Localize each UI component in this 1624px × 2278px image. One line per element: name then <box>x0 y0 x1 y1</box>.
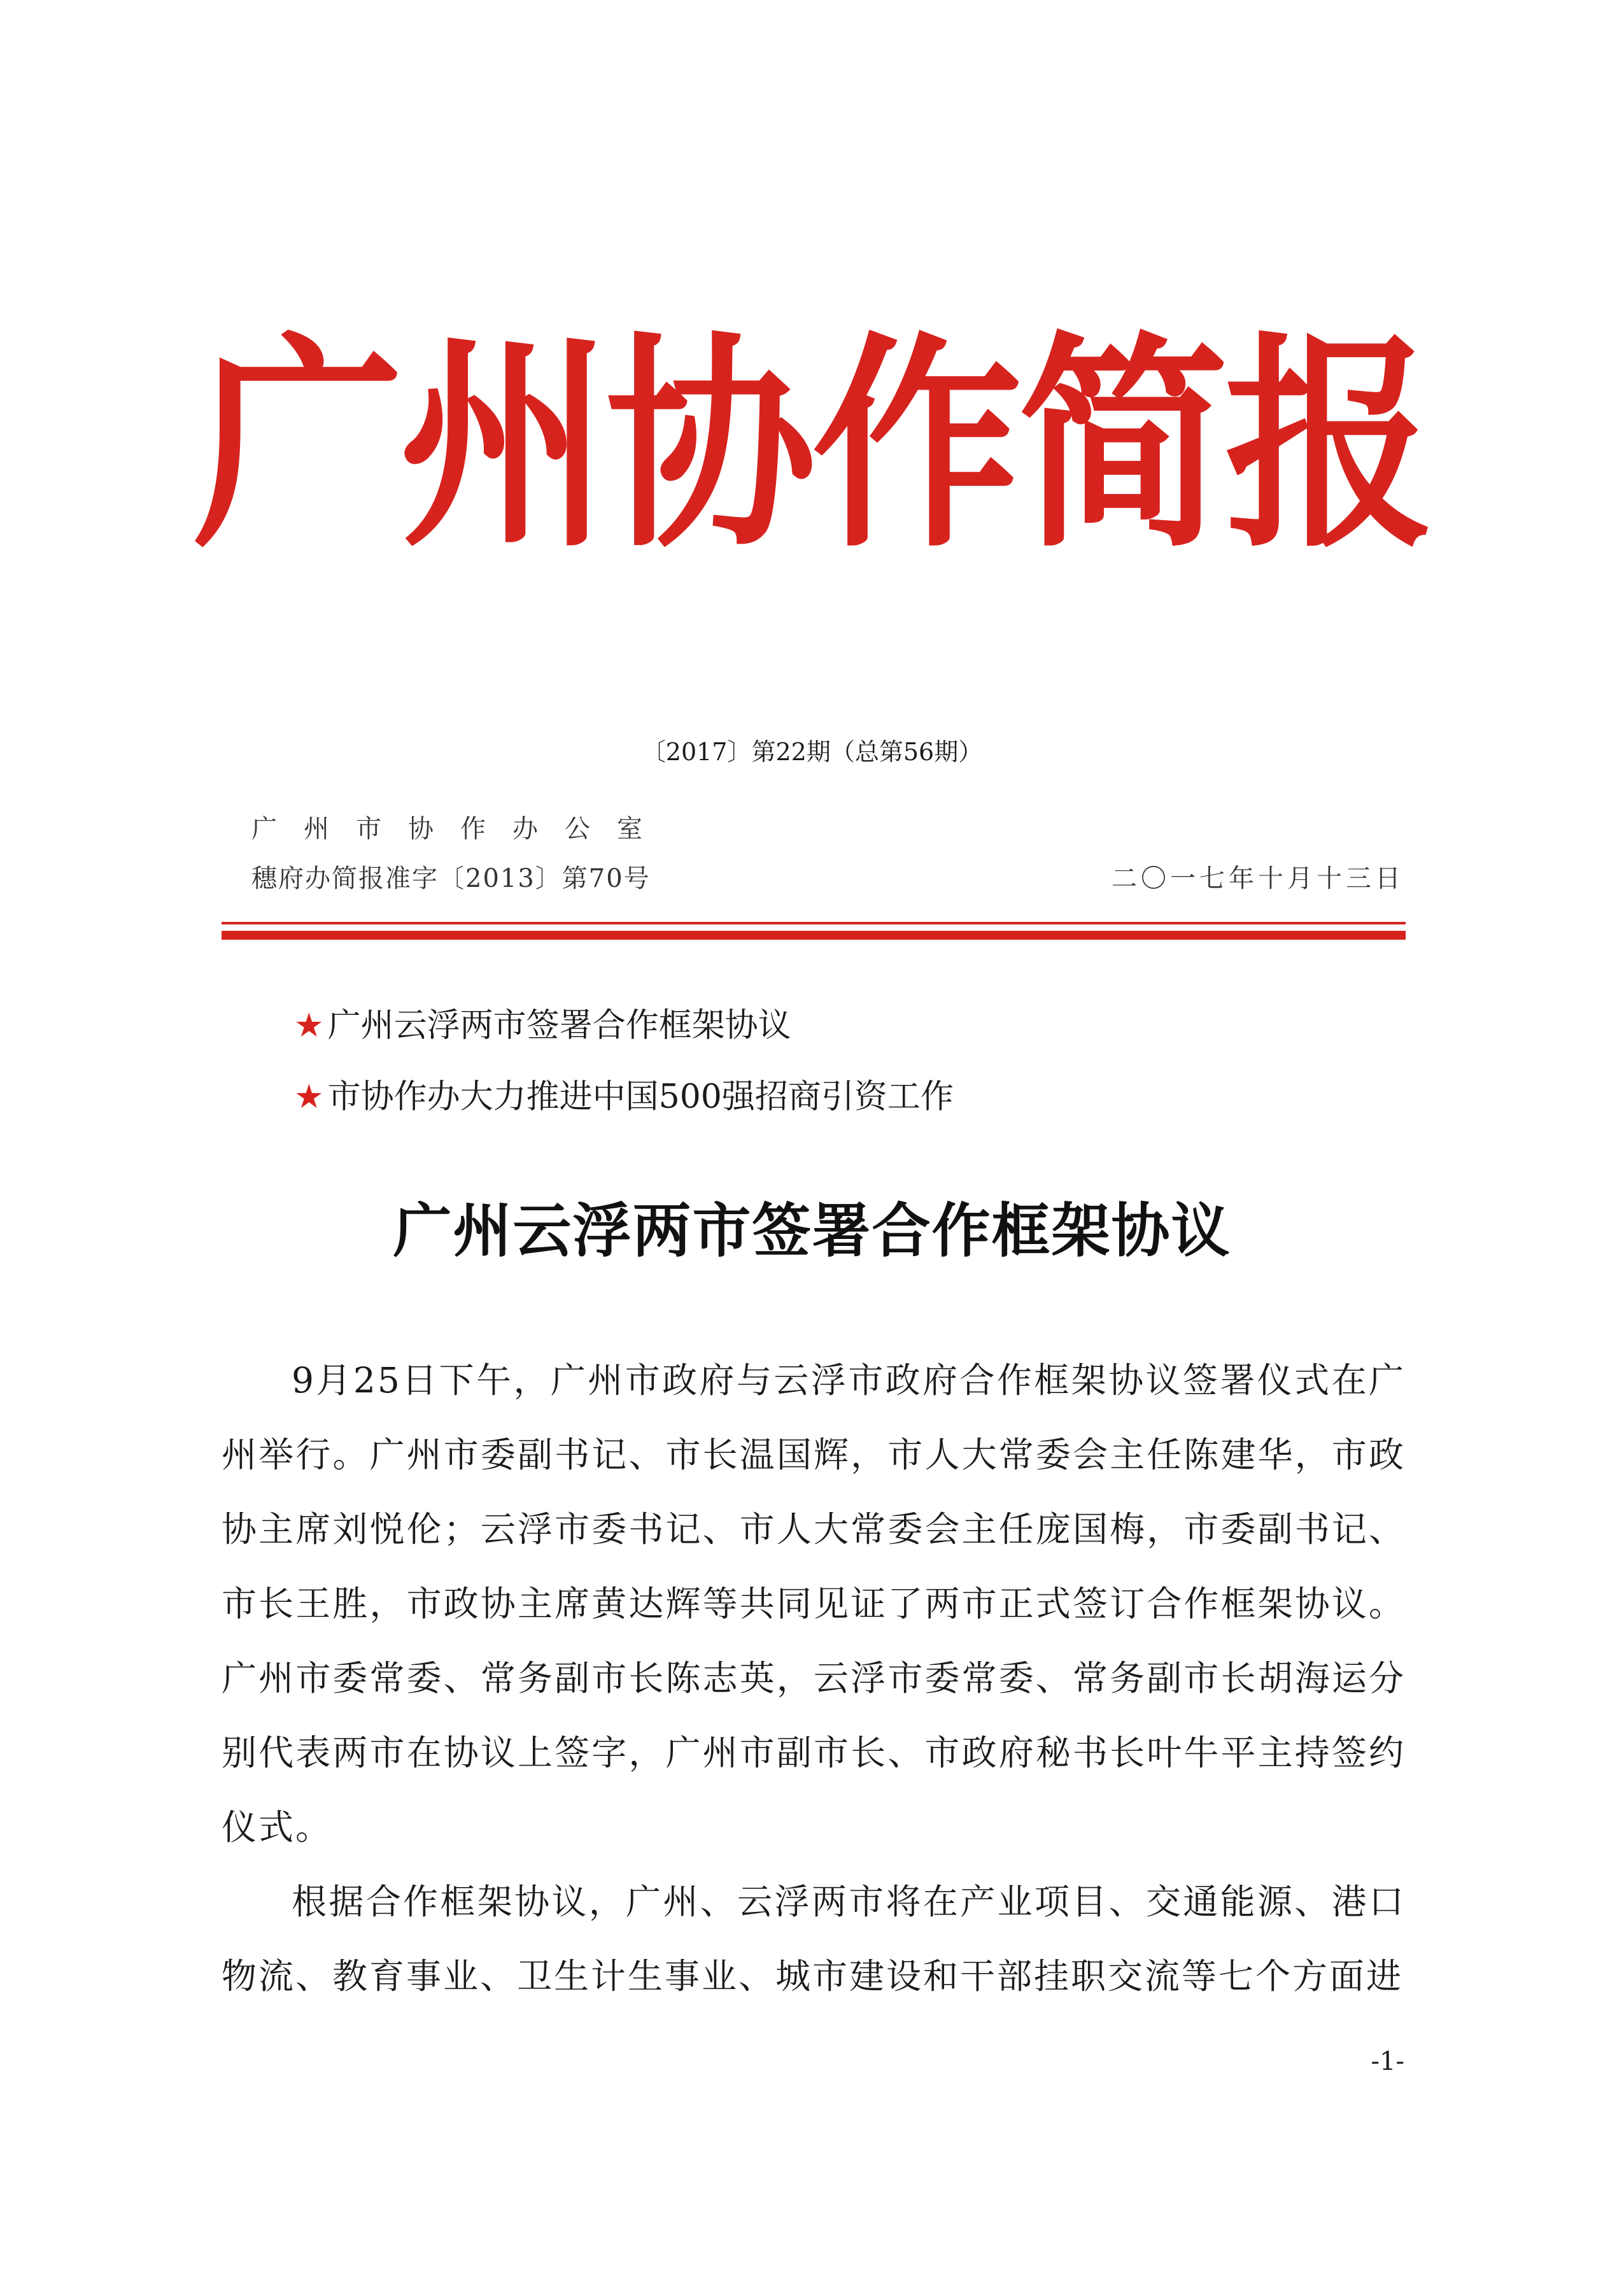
article-paragraph: 根据合作框架协议，广州、云浮两市将在产业项目、交通能源、港口物流、教育事业、卫生计生事业、城市建设和干部挂职交流等七个方面进 <box>222 1881 1406 1997</box>
header-divider-thick <box>222 931 1406 940</box>
toc-item-label: 市协作办大力推进中国500强招商引资工作 <box>327 1078 954 1116</box>
table-of-contents <box>294 990 954 1133</box>
page-number: -1- <box>1371 2047 1404 2076</box>
star-icon: ★ <box>294 1078 324 1116</box>
article-body <box>222 1343 1406 2014</box>
article-title: 广州云浮两市签署合作框架协议 <box>393 1196 1231 1265</box>
issue-date: 二〇一七年十月十三日 <box>1112 864 1404 893</box>
masthead-title: 广州协作简报 <box>193 311 1431 578</box>
article-paragraph: 9月25日下午，广州市政府与云浮市政府合作框架协议签署仪式在广州举行。广州市委副书记、市长温国辉，市人大常委会主任陈建华，市政协主席刘悦伦；云浮市委书记、市人大常委会主任庞国梅，市委副书记、市长王胜，市政协主席黄达辉等共同见证了两市正式签订合作框架协议。广州市委常委、常务副市长陈志英，云浮市委常委、常务副市长胡海运分别代表两市在协议上签字，广州市副市长、市政府秘书长叶牛平主持签约仪式。 <box>222 1360 1406 1848</box>
toc-item-label: 广州云浮两市签署合作框架协议 <box>327 1007 791 1045</box>
issue-number: 〔2017〕第22期（总第56期） <box>641 738 983 766</box>
toc-item[interactable] <box>294 990 954 1061</box>
toc-item[interactable] <box>294 1061 954 1133</box>
issuing-office: 广州市协作办公室 <box>251 814 669 844</box>
permit-number: 穗府办简报准字〔2013〕第70号 <box>251 864 651 893</box>
header-divider-thin <box>222 922 1406 924</box>
star-icon: ★ <box>294 1007 324 1045</box>
